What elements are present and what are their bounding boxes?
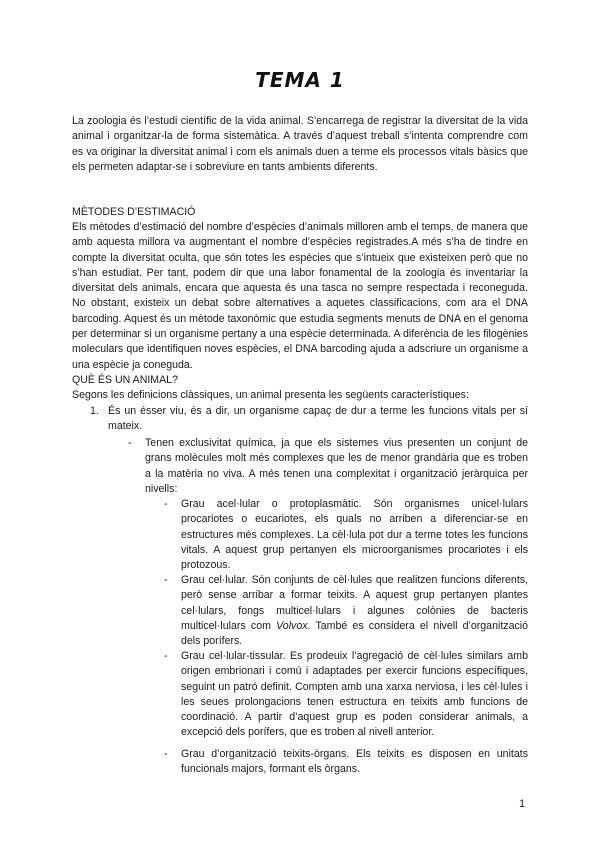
list-item-text: . També es considera el nivell d’organització dels porífers. — [181, 619, 528, 648]
methods-paragraph: Els mètodes d’estimació del nombre d’espècies d’animals milloren amb el temps, de manera que amb aquesta millora va augmentant el nombre d’espècies registrades.A més s’ha de tindre en compte la diversitat oculta, que són totes les espècies que s’intueix que existeixen però que no s’han estudiat. Per tant, podem dir que una labor fonamental de la zoologia és inventariar la diversitat dels animals, encara que aquesta és una tasca no sempre respectada i reconeguda. No obstant, existeix un debat sobre alternatives a aquetes classificacions, com ara el DNA barcoding. Aquest és un mètode taxonòmic que estudia segments menuts de DNA en el genoma per determinar si un organisme pertany a una espècie determinada. A diferència de les filogènies moleculars que identifiquen noves espècies, el DNA barcoding ajuda a adscriure un organisme a una espècie ja coneguda. — [72, 221, 528, 371]
list-item: Grau cel·lular-tissular. Es prodeuix l’agregació de cèl·lules similars amb origen embrionari i comú i adaptades per exercir funcions específiques, seguint un patró definit. Compten amb una xarxa nerviosa, i les cèl·lules i les seues prolongacions tenen estructura en teixits amb funcions de coordinació. A partir d’aquest grup es poden considerar animals, a excepció dels porífers, que es troben al nivell anterior. — [181, 650, 528, 739]
species-name: Volvox — [276, 619, 308, 632]
list-item: Grau acel·lular o protoplasmàtic. Són organismes unicel·lulars procariotes o eucariotes, els quals no arriben a diferenciar-se en estructures més complexes. La cèl·lula pot dur a terme totes les funcions vitals. A aquest grup pertanyen els microorganismes procariotes i els protozous. — [181, 498, 528, 572]
list-item — [181, 573, 528, 649]
list-dash: - — [164, 498, 168, 510]
section-heading-methods: MÈTODES D’ESTIMACIÓ — [72, 206, 196, 218]
list-item: És un ésser viu, és a dir, un organisme capaç de dur a terme les funcions vitals per sí mateix. — [108, 405, 528, 433]
list-dash: - — [128, 437, 132, 449]
animal-intro-text: Segons les definicions clàssiques, un animal presenta les següents característiques: — [72, 389, 469, 401]
section-heading-animal: QUÈ ÉS UN ANIMAL? — [72, 374, 178, 386]
list-dash: - — [164, 748, 168, 760]
list-item-text: Grau cel·lular. Són conjunts de cèl·lules que realitzen funcions diferents, però sense arribar a formar teixits. A aquest grup pertanyen plantes cel·lulars, fongs multicel·lulars i algunes colònies de bacteris multicel·lulars com — [181, 574, 528, 632]
page-number: 1 — [519, 798, 525, 810]
list-item: Tenen exclusivitat química, ja que els sistemes vius presenten un conjunt de grans molècules molt més complexes que les de menor grandària que es troben a la matèria no viva. A més tenen una complexitat i organització jeràrquica per nivells: — [145, 437, 528, 495]
intro-paragraph: La zoologia és l’estudi científic de la vida animal. S’encarrega de registrar la diversitat de la vida animal i organitzar-la de forma sistemàtica. A través d’aquest treball s’intenta comprendre com es va originar la diversitat animal i com els animals duen a terme els processos vitals bàsics que els permeten adaptar-se i sobreviure en tants ambients diferents. — [72, 115, 528, 173]
list-dash: - — [164, 650, 168, 662]
list-dash: - — [164, 574, 168, 586]
list-number: 1. — [90, 405, 99, 417]
page-title: TEMA 1 — [255, 68, 345, 92]
list-item: Grau d’organització teixits-òrgans. Els teixits es disposen en unitats funcionals majors, formant els òrgans. — [181, 748, 528, 776]
